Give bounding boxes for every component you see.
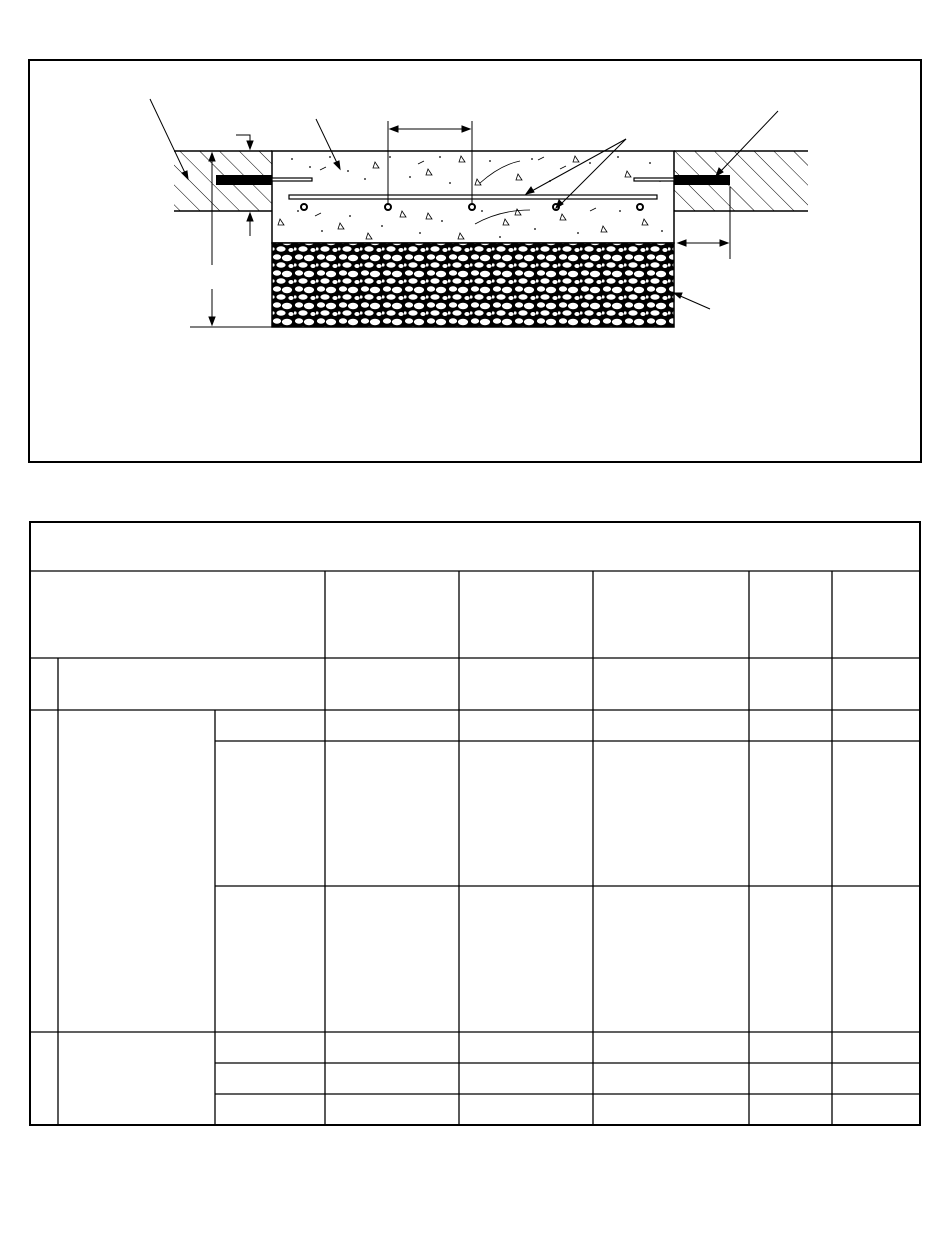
sealant-left: [216, 175, 272, 185]
cross-section-drawing: [30, 61, 924, 465]
data-table: [29, 521, 921, 1126]
cross-section-figure: [28, 59, 922, 463]
table-grid: [29, 521, 921, 1126]
reinforcing-bar: [289, 195, 657, 199]
gravel-base: [272, 243, 674, 327]
sealant-right: [674, 175, 730, 185]
